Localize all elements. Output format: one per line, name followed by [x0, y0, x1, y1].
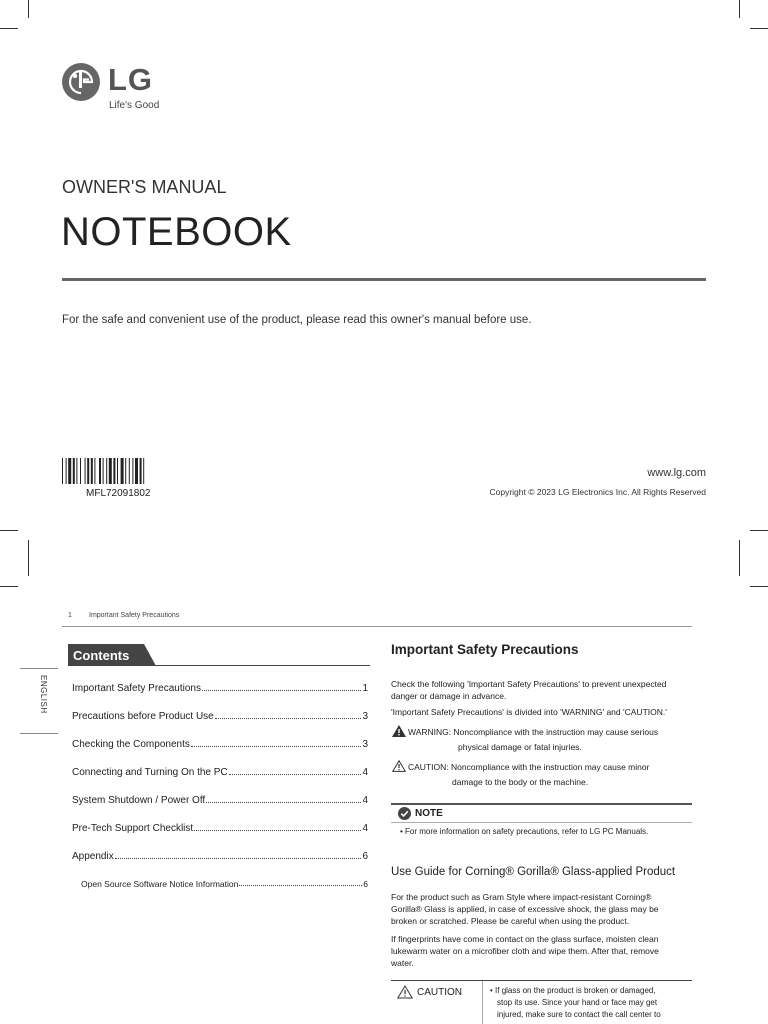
toc-page: 6: [362, 851, 368, 862]
barcode-bar: [143, 458, 144, 484]
barcode-bar: [140, 458, 142, 484]
document-title: NOTEBOOK: [61, 210, 292, 254]
barcode-bar: [121, 458, 124, 484]
caution-row: [408, 760, 649, 774]
barcode-bar: [62, 458, 63, 484]
toc-label: Connecting and Turning On the PC: [72, 767, 228, 778]
note-body: For more information on safety precautions, refer to LG PC Manuals.: [405, 827, 649, 836]
toc-page: 1: [362, 683, 368, 694]
barcode-bar: [73, 458, 75, 484]
barcode-bar: [66, 458, 67, 484]
barcode-bar: [117, 458, 118, 484]
caution-label: CAUTION:: [408, 762, 449, 772]
note-bar: [391, 803, 692, 805]
barcode-bar: [85, 458, 86, 484]
toc-leader: [239, 879, 362, 886]
toc-entry[interactable]: [72, 683, 368, 694]
barcode-bar: [113, 458, 115, 484]
toc-leader: [202, 683, 361, 691]
barcode-bar: [109, 458, 112, 484]
part-number: MFL72091802: [86, 488, 151, 499]
toc-label: Pre-Tech Support Checklist: [72, 823, 194, 834]
toc-entry[interactable]: [72, 711, 368, 722]
gorilla-caution-heading: [397, 985, 462, 999]
toc-page: 3: [362, 739, 368, 750]
toc-entry[interactable]: [72, 823, 368, 834]
barcode-bar: [87, 458, 89, 484]
contents-rule: [68, 665, 370, 666]
caution-line: injured, make sure to contact the call center to: [497, 1010, 661, 1019]
language-side-tab: [20, 668, 58, 734]
toc-page: 4: [362, 823, 368, 834]
page-number: 1: [68, 612, 72, 619]
warning-row: [408, 725, 658, 739]
toc-label: Important Safety Precautions: [72, 683, 201, 694]
barcode-bar: [80, 458, 81, 484]
side-tab-label: ENGLISH: [39, 675, 48, 714]
toc-page: 4: [362, 795, 368, 806]
check-circle-icon: [398, 807, 411, 820]
caution-divider: [482, 981, 483, 1024]
toc-leader: [194, 823, 361, 831]
copyright-text: Copyright © 2023 LG Electronics Inc. All Rights Reserved: [489, 487, 706, 497]
toc-label: Appendix: [72, 851, 114, 862]
barcode-bar: [68, 458, 71, 484]
bullet: •: [490, 986, 496, 995]
barcode-bar: [132, 458, 133, 484]
header-rule: [62, 626, 692, 627]
toc-page: 4: [362, 767, 368, 778]
barcode-bar: [129, 458, 130, 484]
gorilla-para-line: broken or scratched. Please be careful when using the product.: [391, 916, 630, 926]
contents-page: [0, 560, 768, 1024]
barcode-icon: [62, 458, 178, 484]
barcode-bar: [125, 458, 126, 484]
caution-line: [490, 985, 690, 997]
note-label: NOTE: [415, 808, 443, 819]
note-heading: [398, 807, 443, 820]
barcode-bar: [94, 458, 95, 484]
barcode-bar: [91, 458, 93, 484]
note-text: [400, 827, 648, 836]
caution-line-text: If glass on the product is broken or damaged,: [495, 986, 656, 995]
gorilla-para-line: water.: [391, 958, 414, 968]
bullet: •: [400, 827, 403, 836]
caution-text: Noncompliance with the instruction may cause minor: [451, 762, 650, 772]
caution-box-rule: [391, 980, 692, 981]
toc-leader: [191, 739, 362, 747]
caution-icon: [397, 985, 413, 999]
safety-para-line: 'Important Safety Precautions' is divided into 'WARNING' and 'CAUTION.': [391, 707, 667, 717]
barcode-bar: [103, 458, 104, 484]
caution-icon: [392, 760, 406, 772]
website-link[interactable]: www.lg.com: [647, 467, 706, 479]
toc-leader: [215, 711, 362, 719]
toc-entry[interactable]: [72, 739, 368, 750]
running-header: Important Safety Precautions: [89, 612, 180, 619]
logo-wordmark: LG: [108, 62, 154, 97]
toc-leader: [206, 795, 361, 803]
document-subtitle: OWNER'S MANUAL: [62, 177, 227, 197]
safety-heading: Important Safety Precautions: [391, 642, 579, 657]
intro-text: For the safe and convenient use of the product, please read this owner's manual before use.: [62, 314, 532, 326]
title-rule: [62, 278, 706, 281]
barcode-bar: [76, 458, 77, 484]
warning-label: WARNING:: [408, 727, 452, 737]
gorilla-para-line: Gorilla® Glass is applied, in case of excessive shock, the glass may be: [391, 904, 659, 914]
logo-tagline: Life's Good: [109, 100, 160, 111]
contents-heading: Contents: [73, 648, 130, 663]
barcode-bar: [99, 458, 101, 484]
gorilla-heading: Use Guide for Corning® Gorilla® Glass-applied Product: [391, 866, 676, 878]
gorilla-para-line: If fingerprints have come in contact on the glass surface, moisten clean: [391, 934, 659, 944]
toc-label: System Shutdown / Power Off: [72, 795, 206, 806]
toc-label: Precautions before Product Use: [72, 711, 214, 722]
warning-icon: [392, 725, 406, 737]
toc-page: 6: [363, 879, 368, 889]
gorilla-caution-text: [490, 985, 690, 1021]
toc-page: 3: [362, 711, 368, 722]
gorilla-para-line: For the product such as Gram Style where impact-resistant Corning®: [391, 892, 652, 902]
note-rule: [391, 822, 692, 823]
lg-logo-icon: [62, 63, 100, 101]
caution-label: CAUTION: [417, 986, 462, 998]
toc-entry[interactable]: [72, 795, 368, 806]
toc-leader: [115, 851, 362, 859]
warning-text-line: physical damage or fatal injuries.: [458, 742, 582, 752]
toc-entry[interactable]: [72, 767, 368, 778]
toc-label: Checking the Components: [72, 739, 190, 750]
barcode-bar: [106, 458, 107, 484]
safety-para-line: Check the following 'Important Safety Precautions' to prevent unexpected: [391, 679, 667, 689]
toc-leader: [229, 767, 362, 775]
caution-line: stop its use. Since your hand or face may get: [497, 998, 658, 1007]
toc-entry[interactable]: [72, 851, 368, 862]
warning-text: Noncompliance with the instruction may cause serious: [453, 727, 659, 737]
toc-subentry[interactable]: [81, 879, 368, 889]
barcode-bar: [135, 458, 138, 484]
caution-text-line: damage to the body or the machine.: [452, 777, 589, 787]
gorilla-para-line: lukewarm water on a microfiber cloth and wipe them. After that, remove: [391, 946, 659, 956]
safety-para-line: danger or damage in advance.: [391, 691, 507, 701]
toc-label: Open Source Software Notice Information: [81, 879, 239, 889]
